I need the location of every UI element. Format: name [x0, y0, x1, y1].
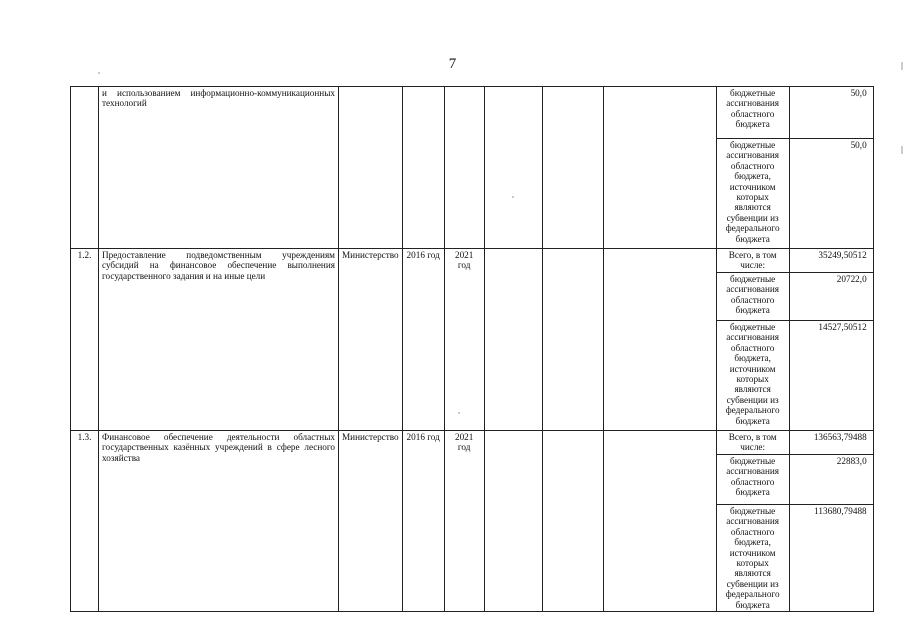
executor-cell: Министерство	[339, 431, 403, 612]
start-year-cell: 2016 год	[402, 431, 444, 612]
funding-amount-cell: 20722,0	[789, 273, 873, 321]
start-year-cell	[402, 87, 444, 249]
funding-amount-cell: 136563,79488	[789, 431, 873, 455]
scan-speck	[458, 412, 460, 414]
funding-source-cell: бюджетные ассигнования областного бюджета	[716, 455, 789, 505]
empty-cell	[542, 431, 603, 612]
executor-cell: Министерство	[339, 249, 403, 431]
empty-cell	[484, 87, 542, 249]
funding-amount-cell: 35249,50512	[789, 249, 873, 273]
empty-cell	[542, 249, 603, 431]
funding-source-cell: бюджетные ассигнования областного бюджета	[716, 273, 789, 321]
funding-amount-cell: 22883,0	[789, 455, 873, 505]
empty-cell	[484, 249, 542, 431]
funding-source-cell: Всего, в том числе:	[716, 249, 789, 273]
funding-amount-cell: 50,0	[789, 87, 873, 139]
activity-name-cell: Предоставление подведомственным учреждениям субсидий на финансовое обеспечение выполнения государственного задания и на иные цели	[99, 249, 339, 431]
table-row	[71, 87, 874, 139]
page-number: 7	[448, 56, 457, 72]
empty-cell	[542, 87, 603, 249]
funding-amount-cell: 113680,79488	[789, 505, 873, 612]
funding-amount-cell: 14527,50512	[789, 321, 873, 431]
end-year-cell: 2021 год	[444, 249, 484, 431]
program-activities-table	[70, 86, 874, 612]
empty-cell	[484, 431, 542, 612]
scan-edge-mark	[901, 146, 903, 154]
scan-edge-mark	[901, 62, 903, 70]
scan-speck	[512, 196, 514, 198]
funding-amount-cell: 50,0	[789, 139, 873, 249]
item-number-cell: 1.3.	[71, 431, 99, 612]
funding-source-cell: бюджетные ассигнования областного бюджета, источником которых являются субвенции из федерального бюджета	[716, 321, 789, 431]
table-row	[71, 249, 874, 273]
funding-source-cell: бюджетные ассигнования областного бюджета, источником которых являются субвенции из федерального бюджета	[716, 139, 789, 249]
start-year-cell: 2016 год	[402, 249, 444, 431]
funding-source-cell: Всего, в том числе:	[716, 431, 789, 455]
empty-cell	[603, 431, 716, 612]
scan-speck	[98, 72, 100, 74]
empty-cell	[603, 87, 716, 249]
end-year-cell	[444, 87, 484, 249]
funding-source-cell: бюджетные ассигнования областного бюджета	[716, 87, 789, 139]
table-row	[71, 431, 874, 455]
empty-cell	[603, 249, 716, 431]
activity-name-cell: и использованием информационно-коммуникационных технологий	[99, 87, 339, 249]
funding-source-cell: бюджетные ассигнования областного бюджета, источником которых являются субвенции из федерального бюджета	[716, 505, 789, 612]
item-number-cell	[71, 87, 99, 249]
activity-name-cell: Финансовое обеспечение деятельности областных государственных казённых учреждений в сфере лесного хозяйства	[99, 431, 339, 612]
executor-cell	[339, 87, 403, 249]
end-year-cell: 2021 год	[444, 431, 484, 612]
item-number-cell: 1.2.	[71, 249, 99, 431]
